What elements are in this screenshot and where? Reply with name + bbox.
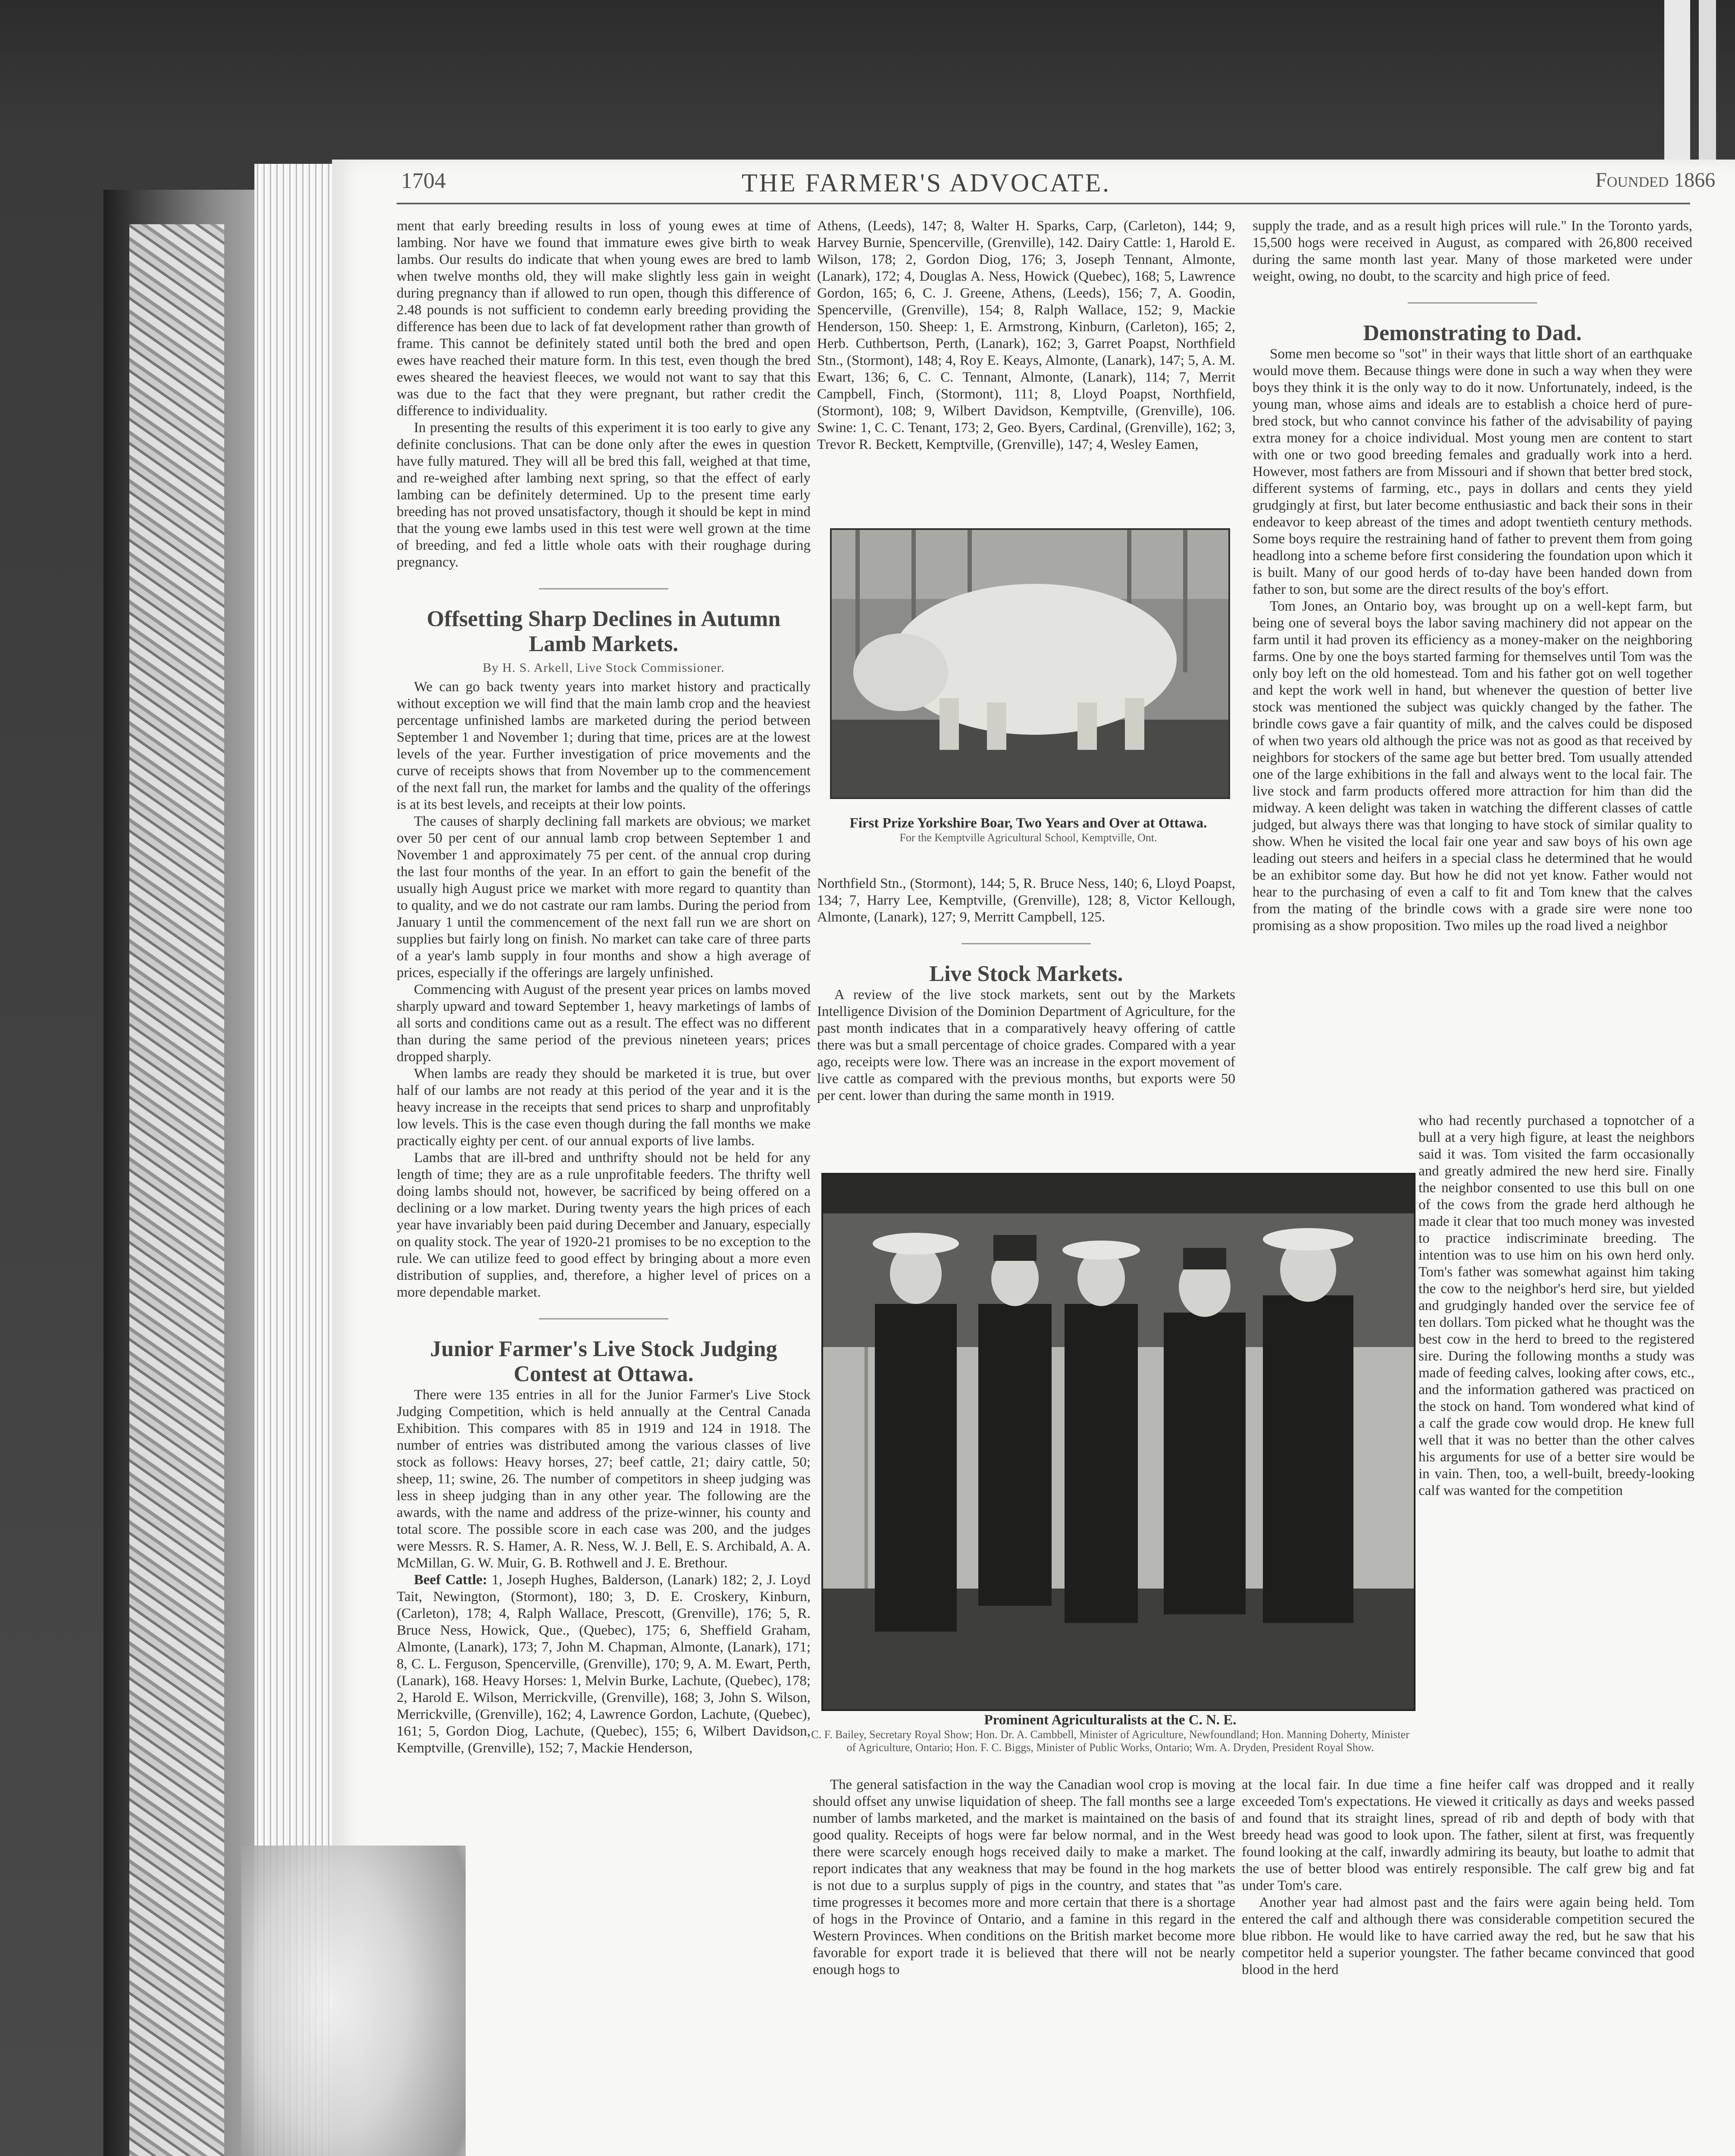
photo-subcaption: For the Kemptville Agricultural School, Kemptville, Ont. (899, 831, 1157, 844)
masthead: THE FARMER'S ADVOCATE. (742, 169, 1111, 197)
group-photo-image (823, 1175, 1414, 1709)
paragraph: Northfield Stn., (Stormont), 144; 5, R. Bruce Ness, 140; 6, Lloyd Poapst, 134; 7, Harry Lee, Kemptville, (Grenville), 128; 8, Victor Kellough, Almonte, (Lanark), 127; 9, Merritt Campbell, 125. (817, 876, 1235, 925)
paragraph: Tom Jones, an Ontario boy, was brought up on a well-kept farm, but being one of several boys the labor saving machinery did not appear on the farm until it had proven its efficiency as a money-maker on the neighboring farms. One by one the boys started farming for themselves until Tom was the only boy left on the old homestead. Tom and his father got on well together and kept the work well in hand, but whenever the question of better live stock was mentioned the subject was quickly changed by the father. The brindle cows gave a fair quantity of milk, and the calves could be disposed of when two years old although the price was not as good as that received by neighbors for stockers of the same age but better bred. Tom usually attended one of the large exhibitions in the fall and always went to the local fair. The live stock and farm products offered more attraction for him than did the midway. A keen delight was taken in watching the different classes of cattle judged, but always there was that longing to have stock of similar quality to show. When he visited the local fair one year and saw boys of his own age leading out steers and heifers in a special class he determined that he would be an exhibitor some day. But how he did not yet know. Father would not hear to the purchasing of even a calf to fit and Tom knew that the calves from the mating of the brindle cows with a grade sire were none too promising as a show proposition. Two miles up the road lived a neighbor (1253, 599, 1692, 934)
article-heading: Live Stock Markets. (929, 962, 1123, 986)
photo-caption: Prominent Agriculturalists at the C. N. E. (984, 1712, 1237, 1728)
paragraph: Some men become so "sot" in their ways that little short of an earthquake would move them. Because things were done in such a way when they were boys they think it is the only way to do it now. Unfortunately, indeed, is the young man, whose aims and ideals are to establish a choice herd of pure-bred stock, but who cannot convince his father of the advisability of paying extra money for a choice individual. Most young men are content to start with one or two good breeding females and gradually work into a herd. However, most fathers are from Missouri and if shown that better bred stock, different systems of farming, etc., pays in dollars and cents they yield grudgingly at first, but later become enthusiastic and back their sons in their endeavor to keep abreast of the times and adopt twentieth century methods. Some boys require the restraining hand of father to prevent them from going headlong into a scheme before first considering the foundation upon which it is built. Many of our good herds of to-day have been handed down from father to son, but some are the direct results of the boy's effort. (1253, 346, 1692, 597)
paragraph: who had recently purchased a topnotcher of a bull at a very high figure, at least the neighbors said it was. Tom visited the farm occasionally and greatly admired the new herd sire. Finally the neighbor consented to use this bull on one of the cows from the grade herd although he made it clear that too much money was invested to practice indiscriminate breeding. The intention was to use him on his own herd only. Tom's father was somewhat against him taking the cow to the neighbor's herd sire, but yielded and grudgingly handed over the service fee of ten dollars. Tom picked what he thought was the best cow in the herd to breed to the registered sire. During the following months a study was made of feeding calves, looking after cows, etc., and the information gathered was practiced on the stock on hand. Tom wondered what kind of a calf the grade cow would drop. He knew full well that it was no better than the other calves his arguments for use of a better sire would be in vain. Then, too, a well-built, breedy-looking calf was wanted for the competition (1419, 1113, 1694, 1498)
separator (539, 588, 668, 589)
hand-holding-page (241, 1846, 466, 2156)
column-3-lower (1242, 1777, 1694, 1978)
header-rule (397, 203, 1690, 204)
paragraph: at the local fair. In due time a fine heifer calf was dropped and it really exceeded Tom's expectations. He viewed it critically as days and weeks passed and found that its straight lines, spread of rib and depth of body with that breedy head was good to look upon. The father, silent at first, was frequently found looking at the calf, inwardly admiring its beauty, but loathe to admit that the use of better blood was entirely responsible. The calf grew big and fat under Tom's care. (1242, 1777, 1694, 1893)
paragraph: ment that early breeding results in loss of young ewes at time of lambing. Nor have we found that immature ewes give birth to weak lambs. Our results do indicate that when young ewes are bred to lamb when twelve months old, they will make slightly less gain in weight during pregnancy than if allowed to run open, though this difference of 2.48 pounds is not sufficient to condemn early breeding providing the difference has been due to lack of fat development rather than growth of frame. This cannot be definitely stated until both the bred and open ewes have reached their mature form. In this test, even though the bred ewes sheared the heaviest fleeces, we would not want to say that this was due to the fact that they were pregnant, but rather credit the difference to individuality. (397, 218, 811, 419)
paragraph: The general satisfaction in the way the Canadian wool crop is moving should offset any unwise liquidation of sheep. The fall months see a large number of lambs marketed, and the market is maintained on the basis of good quality. Receipts of hogs were far below normal, and in the West there were scarcely enough hogs received daily to make a market. The report indicates that any weakness that may be found in the hog markets is not due to a surplus supply of pigs in the country, and states that "as time progresses it becomes more and more certain that there is a shortage of hogs in the Province of Ontario, and a famine in this regard in the Western Provinces. When conditions on the British market become more favorable for export trade it is believed that there will not be nearly enough hogs to (813, 1777, 1235, 1977)
agriculturalists-photo (821, 1173, 1416, 1711)
photo-caption: First Prize Yorkshire Boar, Two Years and Over at Ottawa. (849, 815, 1207, 831)
article-heading: Offsetting Sharp Declines in Autumn Lamb Markets. (426, 607, 781, 656)
column-3 (1253, 218, 1692, 934)
article-heading: Demonstrating to Dad. (1363, 321, 1582, 345)
boar-image (832, 530, 1228, 797)
article-heading: Junior Farmer's Live Stock Judging Contest at Ottawa. (430, 1337, 777, 1386)
marbled-endpaper (129, 224, 224, 2156)
background-strip (1699, 0, 1716, 164)
founded-note: Founded 1866 (1595, 169, 1716, 191)
background-strip (1664, 0, 1690, 164)
boar-caption-block (821, 815, 1235, 844)
group-caption-block (811, 1712, 1410, 1754)
paragraph: In presenting the results of this experiment it is too early to give any definite conclusions. That can be done only after the ewes in question have fully matured. They will all be bred this fall, weighed at that time, and re-weighed after lambing next spring, so that the effect of early lambing can be definitely determined. Up to the present time early breeding has not proved unsatisfactory, though it should be kept in mind that the young ewe lambs used in this test were well grown at the time of breeding, and fed a little whole oats with their roughage during pregnancy. (397, 420, 811, 570)
paragraph: We can go back twenty years into market history and practically without exception we will find that the main lamb crop and the heaviest percentage unfinished lambs are marketed during the period between September 1 and November 1; during that time, prices are at the lowest levels of the year. Further investigation of price movements and the curve of receipts shows that from November up to the commencement of the next fall run, the market for lambs and the quality of the offerings is at its best levels, and receipts at their low points. (397, 679, 811, 812)
paragraph: supply the trade, and as a result high prices will rule." In the Toronto yards, 15,500 hogs were received in August, as compared with 26,800 received during the same month last year. Many of those marketed were under weight, owing, no doubt, to the scarcity and high price of feed. (1253, 218, 1692, 284)
page-number: 1704 (401, 169, 446, 193)
paragraph: A review of the live stock markets, sent out by the Markets Intelligence Division of the Dominion Department of Agriculture, for the past month indicates that in a comparatively heavy offering of cattle there was but a small percentage of choice grades. Compared with a year ago, receipts were low. There was an increase in the export movement of live cattle as compared with the previous months, but exports were 50 per cent. lower than during the same month in 1919. (817, 987, 1235, 1103)
separator (539, 1318, 668, 1319)
column-2 (817, 218, 1235, 453)
photo-subcaption: C. F. Bailey, Secretary Royal Show; Hon. Dr. A. Cambbell, Minister of Agriculture, Newfoundland; Hon. Manning Doherty, Minister of Agriculture, Ontario; Hon. F. C. Biggs, Minister of Public Works, Ontario; Wm. A. Dryden, President Royal Show. (811, 1728, 1409, 1754)
column-2-middle (817, 875, 1235, 1104)
paragraph: Commencing with August of the present year prices on lambs moved sharply upward and toward September 1, heavy marketings of lambs of all sorts and conditions came out as a result. The effect was no different than during the same period of the previous nineteen years; prices dropped sharply. (397, 982, 811, 1065)
separator (961, 943, 1091, 944)
paragraph: When lambs are ready they should be marketed it is true, but over half of our lambs are not ready at this period of the year and it is the heavy increase in the receipts that send prices to sharp and unprofitably low levels. This is the case even though during the fall months we make practically eighty per cent. of our annual exports of live lambs. (397, 1066, 811, 1149)
byline: By H. S. Arkell, Live Stock Commissioner. (482, 661, 725, 675)
separator (1408, 302, 1537, 304)
paragraph: Lambs that are ill-bred and unthrifty should not be held for any length of time; they are as a rule unprofitable feeders. The thrifty well doing lambs should not, however, be sacrificed by being offered on a declining or a low market. During twenty years the high prices of each year have invariably been paid during December and January, especially on quality stock. The year of 1920-21 promises to be no exception to the rule. We can utilize feed to good effect by bringing about a more even distribution of supplies, and, therefore, a higher level of prices on a more dependable market. (397, 1150, 811, 1300)
paragraph: There were 135 entries in all for the Junior Farmer's Live Stock Judging Competition, which is held annually at the Central Canada Exhibition. This compares with 85 in 1919 and 124 in 1918. The number of entries was distributed among the various classes of live stock as follows: Heavy horses, 27; beef cattle, 21; dairy cattle, 50; sheep, 11; swine, 26. The number of competitors in sheep judging was less in sheep judging than in any other year. The following are the awards, with the name and address of the prize-winner, his county and total score. The possible score in each case was 200, and the judges were Messrs. R. S. Hamer, A. R. Ness, W. J. Bell, E. S. Archibald, A. A. McMillan, G. W. Muir, G. B. Rothwell and J. E. Brethour. (397, 1387, 811, 1571)
column-1 (397, 218, 811, 1757)
paragraph-text: 1, Joseph Hughes, Balderson, (Lanark) 182; 2, J. Loyd Tait, Newington, (Stormont), 180; 3, D. E. Croskery, Kinburn, (Carleton), 178; 4, Ralph Wallace, Prescott, (Grenville), 176; 5, R. Bruce Ness, Howick, Que., (Quebec), 175; 6, Sheffield Graham, Almonte, (Lanark), 173; 7, John M. Chapman, Almonte, (Lanark), 171; 8, C. L. Ferguson, Spencerville, (Grenville), 170; 9, A. M. Ewart, Perth, (Lanark), 168. Heavy Horses: 1, Melvin Burke, Lachute, (Quebec), 178; 2, Harold E. Wilson, Merrickville, (Grenville), 168; 3, John S. Wilson, Merrickville, (Grenville), 162; 4, Lawrence Gordon, Lachute, (Quebec), 161; 5, Gordon Diog, Lachute, (Quebec), 155; 6, Wilbert Davidson, Kemptville, (Grenville), 152; 7, Mackie Henderson, (397, 1572, 811, 1756)
paragraph: The causes of sharply declining fall markets are obvious; we market over 50 per cent of our annual lamb crop between September 1 and November 1 and approximately 75 per cent. of the annual crop during the last four months of the year. In an effort to gain the benefit of the usually high August price we market with more regard to quantity than to quality, and we do not castrate our ram lambs. During the period from January 1 until the commencement of the next fall run we are short on supplies but fairly long on finish. No market can take care of three parts of a year's lamb supply in four months and show a high average of prices, especially if the offerings are largely unfinished. (397, 814, 811, 981)
paragraph (397, 1572, 811, 1757)
column-3-narrow (1419, 1112, 1694, 1499)
paragraph: Athens, (Leeds), 147; 8, Walter H. Sparks, Carp, (Carleton), 144; 9, Harvey Burnie, Spencerville, (Grenville), 142. Dairy Cattle: 1, Harold E. Wilson, 178; 2, Gordon Diog, 176; 3, Joseph Tennant, Almonte, (Lanark), 172; 4, Douglas A. Ness, Howick (Quebec), 168; 5, Lawrence Gordon, 165; 6, C. J. Greene, Athens, (Leeds), 156; 7, A. Goodin, Spencerville, (Grenville), 154; 8, Ralph Wallace, 152; 9, Mackie Henderson, 150. Sheep: 1, E. Armstrong, Kinburn, (Carleton), 165; 2, Herb. Cuthbertson, Perth, (Lanark), 162; 3, Garret Poapst, Northfield Stn., (Stormont), 148; 4, Roy E. Keays, Almonte, (Lanark), 147; 5, A. M. Ewart, 136; 6, C. C. Tennant, Almonte, (Lanark), 114; 7, Merrit Campbell, Finch, (Stormont), 111; 8, Lloyd Poapst, Northfield, (Stormont), 108; 9, Wilbert Davidson, Kemptville, (Grenville), 106. Swine: 1, C. C. Tenant, 173; 2, Geo. Byers, Cardinal, (Grenville), 162; 3, Trevor R. Beckett, Kemptville, (Grenville), 147; 4, Wesley Eamen, (817, 218, 1235, 452)
column-2-lower (813, 1777, 1235, 1978)
paragraph: Another year had almost past and the fairs were again being held. Tom entered the calf and although there was considerable competition secured the blue ribbon. He would like to have carried away the red, but he saw that his competitor held a superior youngster. The father became convinced that good blood in the herd (1242, 1895, 1694, 1977)
boar-photo (830, 528, 1230, 799)
section-lead: Beef Cattle: (414, 1572, 487, 1588)
